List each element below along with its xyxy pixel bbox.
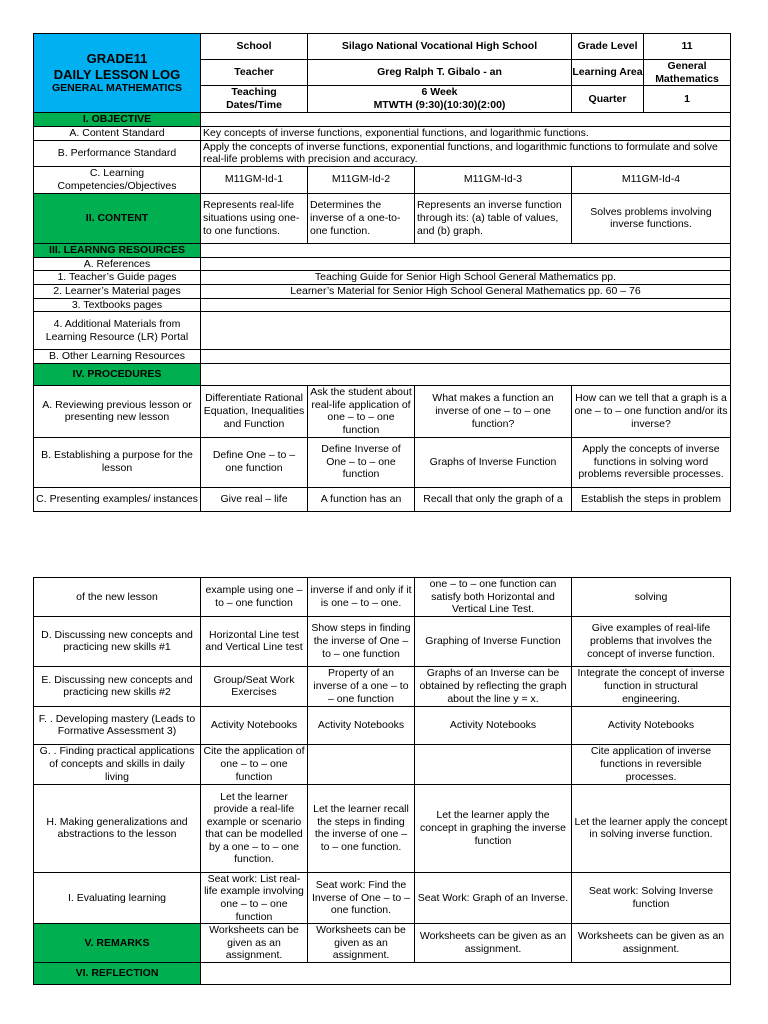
procedure-e-label: E. Discussing new concepts and practicing new skills #2 (34, 666, 201, 706)
content-standard-label: A. Content Standard (34, 126, 201, 140)
objective-heading: I. OBJECTIVE (34, 113, 201, 127)
other-resources-blank (201, 350, 731, 364)
area-label: Learning Area (572, 60, 644, 85)
procedure-d-cell-1: Horizontal Line test and Vertical Line test (201, 616, 308, 666)
procedure-g-cell-2 (308, 744, 415, 784)
procedure-b-label: B. Establishing a purpose for the lesson (34, 437, 201, 487)
quarter-label: Quarter (572, 86, 644, 112)
procedure-f-cell-2: Activity Notebooks (308, 706, 415, 744)
procedure-d-cell-4: Give examples of real-life problems that involves the concept of inverse function. (572, 616, 731, 666)
procedure-a-cell-4: How can we tell that a graph is a one – to – one function and/or its inverse? (572, 386, 731, 437)
procedure-f-label: F. . Developing mastery (Leads to Formative Assessment 3) (34, 706, 201, 744)
procedures-blank (201, 364, 731, 386)
procedure-h-cell-3: Let the learner apply the concept in graphing the inverse function (415, 784, 572, 872)
procedure-b-cell-3: Graphs of Inverse Function (415, 437, 572, 487)
remarks-cell-1: Worksheets can be given as an assignment. (201, 924, 308, 963)
remarks-cell-3: Worksheets can be given as an assignment. (415, 924, 572, 963)
procedure-c-cont-cell-2: inverse if and only if it is one – to – one. (308, 578, 415, 617)
content-item-2: Determines the inverse of a one-to-one function. (308, 193, 415, 243)
procedure-c-cell-3: Recall that only the graph of a (415, 487, 572, 511)
dates-label: Teaching Dates/Time (201, 86, 308, 113)
procedure-i-cell-1: Seat work: List real-life example involving one – to – one function (201, 872, 308, 923)
reflection-blank (201, 962, 731, 984)
procedure-c-cell-4: Establish the steps in problem (572, 487, 731, 511)
procedure-c-cont-cell-3: one – to – one function can satisfy both Horizontal and Vertical Line Test. (415, 578, 572, 617)
references-label: A. References (34, 257, 201, 271)
procedures-heading: IV. PROCEDURES (34, 364, 201, 386)
dates-value (308, 86, 572, 113)
procedure-e-cell-4: Integrate the concept of inverse function in structural engineering. (572, 666, 731, 706)
procedure-i-cell-4: Seat work: Solving Inverse function (572, 872, 731, 923)
learners-material-value: Learner’s Material for Senior High School General Mathematics pp. 60 – 76 (201, 284, 731, 298)
resources-heading: III. LEARNNG RESOURCES (34, 243, 201, 257)
content-heading: II. CONTENT (34, 193, 201, 243)
competency-code-4: M11GM-Id-4 (572, 166, 731, 193)
procedure-b-cell-1: Define One – to – one function (201, 437, 308, 487)
procedure-c-label-cont: of the new lesson (34, 578, 201, 617)
procedure-g-cell-4: Cite application of inverse functions in reversible processes. (572, 744, 731, 784)
procedure-g-cell-1: Cite the application of one – to – one function (201, 744, 308, 784)
performance-standard-label: B. Performance Standard (34, 140, 201, 166)
competencies-label: C. Learning Competencies/Objectives (34, 166, 201, 193)
procedure-a-cell-2: Ask the student about real-life application of one – to – one function (308, 386, 415, 437)
content-item-3: Represents an inverse function through its: (a) table of values, and (b) graph. (415, 193, 572, 243)
school-label: School (201, 34, 308, 60)
procedure-c-cont-cell-4: solving (572, 578, 731, 617)
textbooks-label: 3. Textbooks pages (34, 298, 201, 312)
title-line1: GRADE11 (86, 51, 148, 67)
resources-blank (201, 243, 731, 257)
quarter-row-cell (572, 86, 731, 113)
lr-portal-label: 4. Additional Materials from Learning Resource (LR) Portal (34, 312, 201, 350)
procedure-i-cell-3: Seat Work: Graph of an Inverse. (415, 872, 572, 923)
procedure-g-label: G. . Finding practical applications of concepts and skills in daily living (34, 744, 201, 784)
remarks-cell-4: Worksheets can be given as an assignment. (572, 924, 731, 963)
lesson-log-table-page1 (33, 33, 731, 512)
competency-code-1: M11GM-Id-1 (201, 166, 308, 193)
remarks-heading: V. REMARKS (34, 924, 201, 963)
procedure-d-cell-3: Graphing of Inverse Function (415, 616, 572, 666)
procedure-c-cell-1: Give real – life (201, 487, 308, 511)
reflection-heading: VI. REFLECTION (34, 962, 201, 984)
procedure-c-label: C. Presenting examples/ instances (34, 487, 201, 511)
textbooks-blank (201, 298, 731, 312)
procedure-d-label: D. Discussing new concepts and practicing new skills #1 (34, 616, 201, 666)
objective-blank (201, 113, 731, 127)
grade-label: Grade Level (572, 34, 644, 59)
content-standard-value: Key concepts of inverse functions, exponential functions, and logarithmic functions. (201, 126, 731, 140)
procedure-g-cell-3 (415, 744, 572, 784)
procedure-e-cell-3: Graphs of an Inverse can be obtained by reflecting the graph about the line y = x. (415, 666, 572, 706)
procedure-h-cell-4: Let the learner apply the concept in solving inverse function. (572, 784, 731, 872)
procedure-a-cell-3: What makes a function an inverse of one – to – one function? (415, 386, 572, 437)
teacher-value: Greg Ralph T. Gibalo - an (308, 60, 572, 86)
remarks-cell-2: Worksheets can be given as an assignment. (308, 924, 415, 963)
school-value: Silago National Vocational High School (308, 34, 572, 60)
performance-standard-value: Apply the concepts of inverse functions, exponential functions, and logarithmic functions to formulate and solve real-life problems with precision and accuracy. (201, 140, 731, 166)
lr-portal-blank (201, 312, 731, 350)
procedure-e-cell-1: Group/Seat Work Exercises (201, 666, 308, 706)
procedure-h-cell-1: Let the learner provide a real-life example or scenario that can be modelled by a one – to – one function. (201, 784, 308, 872)
procedure-a-label: A. Reviewing previous lesson or presenting new lesson (34, 386, 201, 437)
procedure-e-cell-2: Property of an inverse of a one – to – one function (308, 666, 415, 706)
procedure-f-cell-4: Activity Notebooks (572, 706, 731, 744)
procedure-a-cell-1: Differentiate Rational Equation, Inequalities and Function (201, 386, 308, 437)
procedure-i-cell-2: Seat work: Find the Inverse of One – to – one function. (308, 872, 415, 923)
title-block (34, 34, 201, 113)
teachers-guide-value: Teaching Guide for Senior High School General Mathematics pp. (201, 271, 731, 285)
competency-code-3: M11GM-Id-3 (415, 166, 572, 193)
references-blank (201, 257, 731, 271)
procedure-i-label: I. Evaluating learning (34, 872, 201, 923)
procedure-h-label: H. Making generalizations and abstractions to the lesson (34, 784, 201, 872)
procedure-b-cell-2: Define Inverse of One – to – one function (308, 437, 415, 487)
procedure-c-cont-cell-1: example using one – to – one function (201, 578, 308, 617)
title-line2: DAILY LESSON LOG (53, 66, 181, 82)
other-resources-label: B. Other Learning Resources (34, 350, 201, 364)
area-row-cell (572, 60, 731, 86)
teacher-label: Teacher (201, 60, 308, 86)
procedure-d-cell-2: Show steps in finding the inverse of One – to – one function (308, 616, 415, 666)
area-value: General Mathematics (655, 59, 719, 85)
lesson-log-table-page2 (33, 577, 731, 985)
procedure-f-cell-1: Activity Notebooks (201, 706, 308, 744)
procedure-h-cell-2: Let the learner recall the steps in finding the inverse of one – to – one function. (308, 784, 415, 872)
competency-code-2: M11GM-Id-2 (308, 166, 415, 193)
quarter-value: 1 (684, 92, 690, 105)
procedure-c-cell-2: A function has an (308, 487, 415, 511)
dates-value-week: 6 Week (421, 86, 458, 99)
teachers-guide-label: 1. Teacher’s Guide pages (34, 271, 201, 285)
content-item-4: Solves problems involving inverse functions. (572, 193, 731, 243)
learners-material-label: 2. Learner’s Material pages (34, 284, 201, 298)
title-line3: GENERAL MATHEMATICS (51, 82, 183, 95)
dates-value-schedule: MTWTH (9:30)(10:30)(2:00) (373, 99, 506, 111)
procedure-b-cell-4: Apply the concepts of inverse functions in solving word problems reversible processes. (572, 437, 731, 487)
grade-value: 11 (681, 40, 693, 53)
procedure-f-cell-3: Activity Notebooks (415, 706, 572, 744)
grade-row-cell (572, 34, 731, 60)
content-item-1: Represents real-life situations using one-to one functions. (201, 193, 308, 243)
